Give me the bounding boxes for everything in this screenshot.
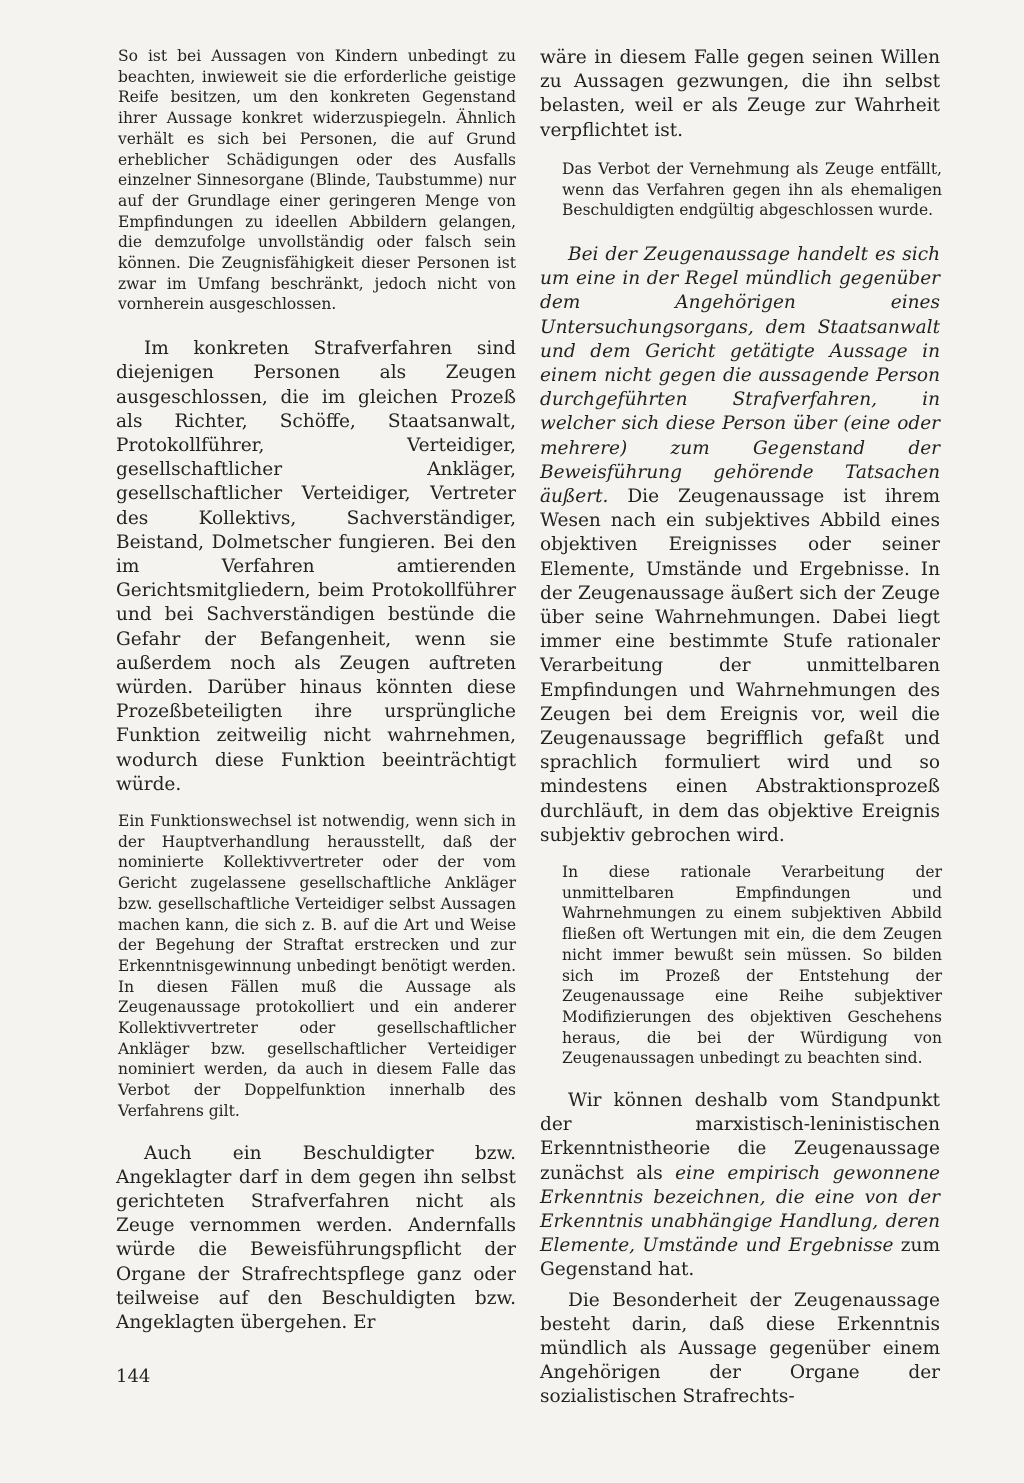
paragraph: Im konkreten Strafverfahren sind diejenigen Personen als Zeugen ausgeschlossen, die im gleichen Prozeß als Richter, Schöffe, Staatsanwalt, Protokollführer, Verteidiger, gesellschaftlicher Ankläger, gesellschaftlicher Verteidiger, Vertreter des Kollektivs, Sachverständiger, Beistand, Dolmetscher fungieren. Bei den im Verfahren amtierenden Gerichtsmitgliedern, beim Protokollführer und bei Sachverständigen bestünde die Gefahr der Befangenheit, wenn sie außerdem noch als Zeugen auftreten würden. Darüber hinaus könnten diese Prozeßbeteiligten ihre ursprüngliche Funktion zeitweilig nicht wahrnehmen, wodurch diese Funktion beeinträchtigt würde. [116,338,516,795]
paragraph: Das Verbot der Vernehmung als Zeuge entfällt, wenn das Verfahren gegen ihn als ehemaligen Beschuldigten endgültig abgeschlossen wurde. [562,159,942,220]
page-number: 144 [116,1366,151,1387]
paragraph: Die Besonderheit der Zeugenaussage besteht darin, daß diese Erkenntnis mündlich als Aussage gegenüber einem Angehörigen der Organe der sozialistischen Strafrechts- [540,1289,940,1408]
italic-definition: eine empirisch gewonnene Erkenntnis bezeichnen, die eine von der Erkenntnis unabhängige Handlung, deren Elemente, Umstände und Ergebnisse [540,1162,940,1257]
italic-definition: Bei der Zeugenaussage handelt es sich um eine in der Regel mündlich gegenüber dem Angehörigen eines Untersuchungsorgans, dem Staatsanwalt und dem Gericht getätigte Aussage in einem nicht gegen die aussagende Person durchgeführten Strafverfahren, in welcher sich diese Person über (eine oder mehrere) zum Gegenstand der Beweisführung gehörende Tatsachen äußert. [540,243,940,507]
paragraph: Ein Funktionswechsel ist notwendig, wenn sich in der Hauptverhandlung herausstellt, daß der nominierte Kollektivvertreter oder der vom Gericht zugelassene gesellschaftliche Ankläger bzw. gesellschaftliche Verteidiger selbst Aussagen machen kann, die sich z. B. auf die Art und Weise der Begehung der Straftat erstrecken und zur Erkenntnisgewinnung unbedingt benötigt werden. In diesen Fällen muß die Aussage als Zeugenaussage protokolliert und ein anderer Kollektivvertreter oder gesellschaftlicher Ankläger bzw. gesellschaftlicher Verteidiger nominiert werden, da auch in diesem Falle das Verbot der Doppelfunktion innerhalb des Verfahrens gilt. [118,812,517,1120]
right-column [540,46,940,1424]
paragraph: Auch ein Beschuldigter bzw. Angeklagter darf in dem gegen ihn selbst gerichteten Strafverfahren nicht als Zeuge vernommen werden. Andernfalls würde die Beweisführungspflicht der Organe der Strafrechtspflege ganz oder teilweise auf den Beschuldigten bzw. Angeklagten übergehen. Er [116,1142,516,1333]
paragraph-text: zum Gegenstand hat. [540,1235,940,1281]
paragraph [540,243,940,848]
left-column [116,46,516,1349]
paragraph: In diese rationale Verarbeitung der unmittelbaren Empfindungen und Wahrnehmungen zu einem subjektiven Abbild fließen oft Wertungen mit ein, die dem Zeugen nicht immer bewußt sein müssen. So bilden sich im Prozeß der Entstehung der Zeugenaussage eine Reihe subjektiver Modifizierungen des objektiven Geschehens heraus, die bei der Würdigung von Zeugenaussagen unbedingt zu beachten sind. [562,863,942,1068]
paragraph: So ist bei Aussagen von Kindern unbedingt zu beachten, inwieweit sie die erforderliche geistige Reife besitzen, um den konkreten Gegenstand ihrer Aussage konkret widerzuspiegeln. Ähnlich verhält es sich bei Personen, die auf Grund erheblicher Schädigungen oder des Ausfalls einzelner Sinnesorgane (Blinde, Taubstumme) nur auf der Grundlage einer geringeren Menge von Empfindungen zu ideellen Abbildern gelangen, die demzufolge unvollständig oder falsch sein können. Die Zeugnisfähigkeit dieser Personen ist zwar im Umfang beschränkt, jedoch nicht von vornherein ausgeschlossen. [118,47,516,314]
paragraph: wäre in diesem Falle gegen seinen Willen zu Aussagen gezwungen, die ihn selbst belasten, weil er als Zeuge zur Wahrheit verpflichtet ist. [540,47,940,141]
paragraph-text: Wir können deshalb vom Standpunkt der marxistisch-leninistischen Erkenntnistheorie die Zeugenaussage zunächst als [540,1090,940,1184]
paragraph [540,1089,940,1283]
paragraph-text: Die Zeugenaussage ist ihrem Wesen nach ein subjektives Abbild eines objektiven Ereignisses oder seiner Elemente, Umstände und Ergebnisse. In der Zeugenaussage äußert sich der Zeuge über seine Wahrnehmungen. Dabei liegt immer eine bestimmte Stufe rationaler Verarbeitung der unmittelbaren Empfindungen und Wahrnehmungen des Zeugen bei dem Ereignis vor, weil die Zeugenaussage begrifflich gefaßt und sprachlich formuliert wird und so mindestens einen Abstraktionsprozeß durchläuft, in dem das objektive Ereignis subjektiv gebrochen wird. [540,485,940,846]
